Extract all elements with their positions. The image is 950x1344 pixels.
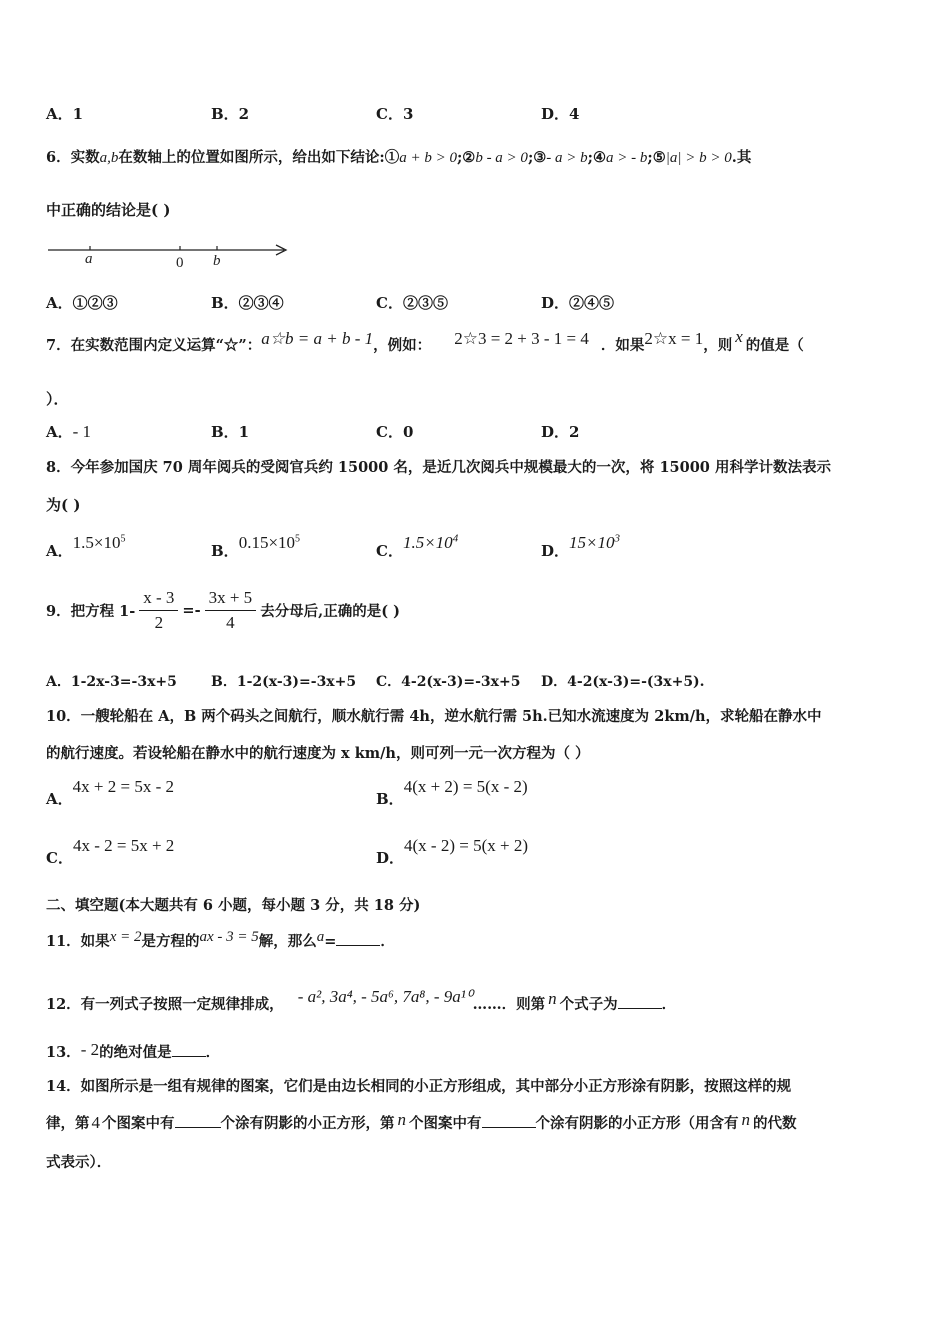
q11-condition: x = 2	[109, 929, 142, 945]
q11-var-a: a	[316, 929, 325, 945]
q9-stem	[46, 586, 400, 635]
q7-option-a-value: - 1	[72, 422, 92, 441]
q8-b-base: 0.15×10	[238, 533, 296, 552]
q9-frac2-numerator: 3x + 5	[205, 586, 257, 611]
q7-text-4: ，则	[703, 337, 733, 354]
q6-option-c: C．②③⑤	[376, 294, 448, 312]
q6-conclusion-3: - a > b	[546, 150, 588, 166]
q8-option-a-label: A．	[46, 542, 73, 560]
q6-stem	[46, 146, 751, 167]
q7-condition: 2☆x = 1	[644, 329, 704, 348]
q10-option-a-value: 4x + 2 = 5x - 2	[72, 777, 174, 796]
q8-option-b-value	[239, 533, 300, 552]
label-a: a	[85, 251, 93, 267]
q12-text-4: ．	[661, 996, 677, 1013]
q8-d-exp: 3	[614, 532, 620, 545]
q14-var-n-2: n	[741, 1110, 750, 1129]
q9-option-a: A．1-2x-3=-3x+5	[46, 674, 177, 690]
q5-option-c: C．3	[376, 105, 414, 123]
q14-stem-line3: 式表示）．	[46, 1154, 112, 1171]
q14-text-f: 的代数	[753, 1115, 797, 1132]
q12-text-2: ……．则第	[472, 996, 546, 1013]
q13-value: - 2	[80, 1040, 100, 1059]
q8-option-b-label: B．	[211, 542, 239, 560]
q9-option-b: B．1-2(x-3)=-3x+5	[211, 674, 357, 690]
q8-d-base: 15×10	[569, 533, 615, 552]
q8-b-exp: 5	[295, 533, 301, 545]
q6-conclusion-2: b - a > 0	[475, 150, 528, 166]
q14-answer-blank-2[interactable]	[482, 1113, 536, 1128]
q14-stem-line2	[46, 1112, 797, 1133]
q7-example: 2☆3 = 2 + 3 - 1 = 4	[454, 329, 589, 348]
q6-text-1: 6．实数	[46, 149, 100, 166]
q9-fraction-2	[205, 586, 257, 635]
q6-option-d: D．②④⑤	[541, 294, 615, 312]
section-2-title: 二、填空题(本大题共有 6 小题，每小题 3 分，共 18 分)	[46, 897, 421, 914]
q5-option-b: B．2	[211, 105, 250, 123]
q6-sep-2: ;②	[456, 149, 476, 166]
q7-option-a	[46, 421, 91, 442]
q8-option-d-label: D．	[541, 542, 570, 560]
q7-stem	[46, 327, 804, 355]
q10-stem: 10．一艘轮船在 A，B 两个码头之间航行，顺水航行需 4h，逆水航行需 5h.已知水流速度为 2km/h，求轮船在静水中	[46, 708, 822, 725]
q14-text-d: 个图案中有	[409, 1115, 482, 1132]
q7-text-1: 7．在实数范围内定义运算“☆”：	[46, 337, 262, 354]
q9-text-2: 去分母后,正确的是( )	[260, 603, 401, 620]
q9-option-c: C．4-2(x-3)=-3x+5	[376, 674, 521, 690]
q6-text-end: .其	[731, 149, 752, 166]
q11-text-4: =	[324, 933, 337, 950]
q14-number-4: 4	[91, 1113, 100, 1132]
q9-option-d: D．4-2(x-3)=-(3x+5).	[541, 674, 705, 690]
q9-frac2-denominator: 4	[226, 613, 235, 632]
q7-option-d: D．2	[541, 423, 580, 441]
q13-text-2: 的绝对值是	[99, 1044, 172, 1061]
q5-option-d: D．4	[541, 105, 580, 123]
q10-stem-line2: 的航行速度。若设轮船在静水中的航行速度为 x km/h，则可列一元一次方程为（ ）	[46, 745, 590, 762]
q10-option-b-label: B．	[376, 790, 404, 808]
q9-equals: =-	[182, 602, 201, 619]
q8-a-base: 1.5×10	[72, 533, 121, 552]
q14-var-n: n	[397, 1110, 406, 1129]
q8-a-exp: 5	[120, 533, 126, 545]
q10-option-a	[46, 776, 174, 808]
q13-answer-blank[interactable]	[172, 1042, 206, 1057]
q5-option-a: A．1	[46, 105, 84, 123]
q8-option-d	[541, 532, 620, 560]
q10-option-d-value: 4(x - 2) = 5(x + 2)	[404, 836, 528, 855]
q10-option-b	[376, 776, 528, 808]
q14-answer-blank-1[interactable]	[175, 1113, 221, 1128]
q11-text-3: 解，那么	[258, 933, 317, 950]
q6-sep-3: ;③	[527, 149, 547, 166]
q13-stem	[46, 1041, 220, 1062]
q7-stem-line2: ）．	[46, 390, 69, 408]
q6-text-2: 在数轴上的位置如图所示，给出如下结论:①	[118, 149, 400, 166]
label-b: b	[213, 253, 221, 269]
q11-answer-blank[interactable]	[336, 931, 380, 946]
q8-c-base: 1.5×10	[402, 533, 453, 552]
q6-option-a: A．①②③	[46, 294, 118, 312]
q9-fraction-1	[139, 586, 178, 635]
q7-text-5: 的值是（	[745, 337, 804, 354]
q11-text-2: 是方程的	[141, 933, 200, 950]
q9-frac1-denominator: 2	[154, 613, 164, 632]
q10-option-c	[46, 835, 175, 867]
q8-option-b	[211, 532, 301, 560]
q11-stem	[46, 930, 395, 951]
q6-stem-line2: 中正确的结论是( )	[46, 201, 171, 219]
q6-sep-4: ;④	[587, 149, 607, 166]
q12-text-3: 个式子为	[559, 996, 618, 1013]
q7-text-2: ，例如：	[373, 337, 432, 354]
q8-option-a	[46, 532, 126, 560]
q7-text-3: ．如果	[600, 337, 645, 354]
q8-option-c	[376, 532, 459, 560]
q8-option-c-label: C．	[376, 542, 403, 560]
q6-conclusion-4: a > - b	[606, 150, 648, 166]
q14-text-a: 律，第	[46, 1115, 90, 1132]
q12-answer-blank[interactable]	[618, 994, 662, 1009]
q8-option-c-value	[403, 533, 458, 552]
q12-stem	[46, 987, 677, 1014]
q7-option-a-label: A．	[46, 423, 73, 441]
q8-option-a-value	[73, 533, 126, 552]
q6-var-ab: a,b	[99, 150, 119, 166]
q14-text-c: 个涂有阴影的小正方形，第	[220, 1115, 395, 1132]
q11-equation: ax - 3 = 5	[199, 929, 259, 945]
q8-option-d-value	[569, 533, 620, 552]
q6-sep-5: ;⑤	[647, 149, 666, 166]
q7-option-b: B．1	[211, 423, 250, 441]
q12-var-n: n	[548, 989, 557, 1008]
q10-option-a-label: A．	[46, 790, 73, 808]
q11-text-1: 11．如果	[46, 933, 110, 950]
q7-definition: a☆b = a + b - 1	[261, 329, 374, 348]
q9-text-1: 9．把方程 1-	[46, 603, 136, 620]
label-zero: 0	[176, 255, 184, 271]
q6-conclusion-5: |a| > b > 0	[665, 150, 732, 166]
q6-option-b: B．②③④	[211, 294, 284, 312]
q8-stem-line2: 为( )	[46, 496, 81, 514]
q10-option-c-label: C．	[46, 849, 73, 867]
q9-frac1-numerator: x - 3	[139, 586, 178, 611]
q7-var-x: x	[735, 327, 743, 346]
q7-option-c: C．0	[376, 423, 414, 441]
q8-stem: 8．今年参加国庆 70 周年阅兵的受阅官兵约 15000 名，是近几次阅兵中规模最大的一次，将 15000 用科学计数法表示	[46, 459, 831, 476]
q6-conclusion-1: a + b > 0	[399, 150, 457, 166]
q10-option-d-label: D．	[376, 849, 405, 867]
q14-text-b: 个图案中有	[102, 1115, 175, 1132]
q13-text-3: ．	[205, 1044, 221, 1061]
q10-option-d	[376, 835, 528, 867]
q10-option-c-value: 4x - 2 = 5x + 2	[72, 836, 175, 855]
q13-text-1: 13．	[46, 1044, 81, 1061]
q8-c-exp: 4	[452, 532, 459, 545]
q14-stem: 14．如图所示是一组有规律的图案，它们是由边长相同的小正方形组成，其中部分小正方形涂有阴影，按照这样的规	[46, 1078, 792, 1095]
q10-option-b-value: 4(x + 2) = 5(x - 2)	[403, 777, 528, 796]
q12-sequence: - a², 3a⁴, - 5a⁶, 7a⁸, - 9a¹⁰	[297, 987, 473, 1006]
q11-text-5: ．	[380, 933, 395, 950]
q14-text-e: 个涂有阴影的小正方形（用含有	[535, 1115, 739, 1132]
number-line-figure	[44, 238, 304, 278]
q12-text-1: 12．有一列式子按照一定规律排成，	[46, 996, 284, 1013]
